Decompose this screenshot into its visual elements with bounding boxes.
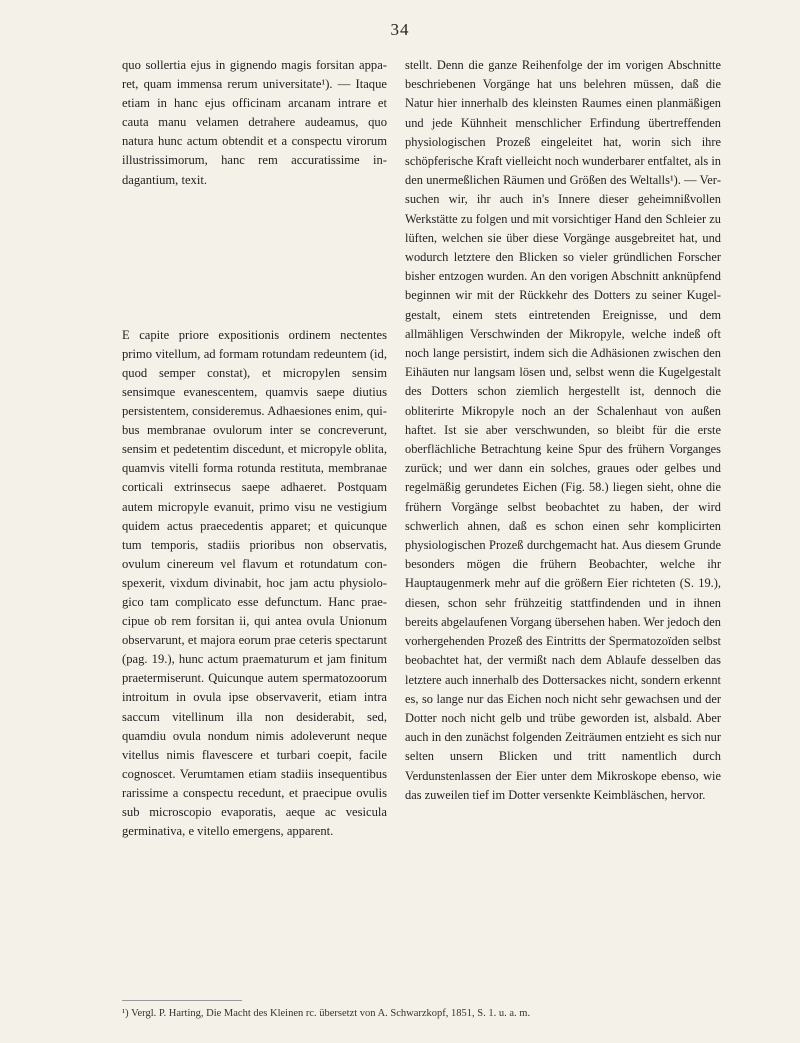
paragraph-gap (122, 190, 387, 326)
german-column (405, 56, 721, 805)
latin-column (122, 56, 387, 841)
latin-paragraph-2: E capite priore expositionis ordinem nectentes primo vitellum, ad formam rotundam redeuntem (id, quod semper constat), et micropylen sensim sensimque evanescentem, quamvis saepe diutius persistentem, consideremus. Adhaesiones enim, quibus membranae ovulorum inter se concreverunt, sensim et pedetentim discedunt, et micropyle oblita, quamvis vitelli forma rotunda restituta, membranae corticali extrinsecus saepe adhaeret. Postquam autem micropyle evanuit, primo visu ne vestigium quidem actus praecedentis apparet; et quicunque tum temporis, stadiis prioribus non observatis, ovulum cinereum vel flavum et rotundatum conspexerit, vixdum divinabit, hoc jam actu physiologico tam complicato esse defunctum. Hanc praecipue ob rem forsitan ii, qui antea ovula Unionum observarunt, et majora eorum prae ceteris spectarunt (pag. 19.), hunc actum praematurum et jam finitum praetermiserunt. Quicunque autem spermatozoorum introitum in ovula ipse observaverit, etiam intra saccum vitellinum illa non desiderabit, sed, quamdiu ovula nondum nimis adoleverunt neque vitellus nimis flavescere et turbari coepit, facile cognoscet. Verumtamen etiam stadiis insequentibus rarissime a conspectu recedunt, et praecipue ovulis sub microscopio evaporatis, aeque ac vesicula germinativa, e vitello emergens, apparent. (122, 327, 387, 839)
footnote: ¹) Vergl. P. Harting, Die Macht des Kleinen rc. übersetzt von A. Schwarzkopf, 1851, S. 1. u. a. m. (122, 1008, 531, 1019)
page-number: 34 (390, 20, 410, 39)
footnote-rule (122, 1000, 242, 1001)
german-paragraph: stellt. Denn die ganze Reihenfolge der im vorigen Abschnitte beschriebenen Vorgänge hat uns belehren müssen, daß die Natur hier innerhalb des kleinsten Raumes einen planmäßigen und jede Kühnheit menschlicher Erfindung übertreffenden physiologischen Prozeß eingeleitet hat, worin sich ihre schöpferische Kraft vielleicht noch wunderbarer entfaltet, als in den unermeßlichen Räumen und Größen des Weltalls¹). — Versuchen wir, ihr auch in's Innere dieser geheimnißvollen Werkstätte zu folgen und mit vorsichtiger Hand den Schleier zu lüften, welchen sie über diese Vorgänge ausgebreitet hat, und wodurch letztere den Blicken so vieler gründlichen Forscher bisher entzogen wurden. An den vorigen Abschnitt anknüpfend beginnen wir mit der Rückkehr des Dotters zu seiner Kugelgestalt, einem stets eintretenden Ereignisse, und dem allmähligen Verschwinden der Mikropyle, welche indeß oft noch lange persistirt, indem sich die Adhäsionen zwischen den Eihäuten nur langsam lösen und, selbst wenn die Kugelgestalt des Dotters schon ziemlich hergestellt ist, dennoch die obliterirte Mikropyle noch an der Schalenhaut von außen haftet. Ist sie aber verschwunden, so bleibt für die erste oberflächliche Betrachtung keine Spur des frühern Vorganges zurück; und wer dann ein solches, graues oder gelbes und regelmäßig gerundetes Eichen (Fig. 58.) liegen sieht, ohne die frühern Vorgänge selbst beobachtet zu haben, der wird schwerlich ahnen, daß es schon einen sehr komplicirten physiologischen Prozeß durchgemacht hat. Aus diesem Grunde besonders mögen die frühern Beobachter, welche ihr Hauptaugenmerk mehr auf die größern Eier richteten (S. 19.), diesen, schon sehr frühzeitig stattfindenden und in ihnen bereits abgelaufenen Vorgang übersehen haben. Wer jedoch den vorhergehenden Prozeß des Eintritts der Spermatozoïden selbst beobachtet hat, der vermißt nach dem Ablaufe desselben das letztere auch innerhalb des Dottersackes nicht, sondern erkennt es, so lange nur das Eichen noch nicht sehr gewachsen und der Dotter noch nicht gelb und trübe geworden ist, alsbald. Aber auch in den zunächst folgenden Zeiträumen entzieht es sich nur selten unsern Blicken und tritt namentlich durch Verdunstenlassen der Eier unter dem Mikroskope ebenso, wie das zuweilen tief im Dotter versenkte Keimbläschen, hervor. (405, 58, 721, 802)
latin-paragraph-1: quo sollertia ejus in gignendo magis forsitan apparet, quam immensa rerum universitate¹). — Itaque etiam in hanc ejus officinam arcanam intrare et cauta manu velamen detrahere audeamus, quo natura hunc actum obtendit et a conspectu virorum illustrissimorum, hanc rem accuratissime indagantium, texit. (122, 58, 387, 187)
